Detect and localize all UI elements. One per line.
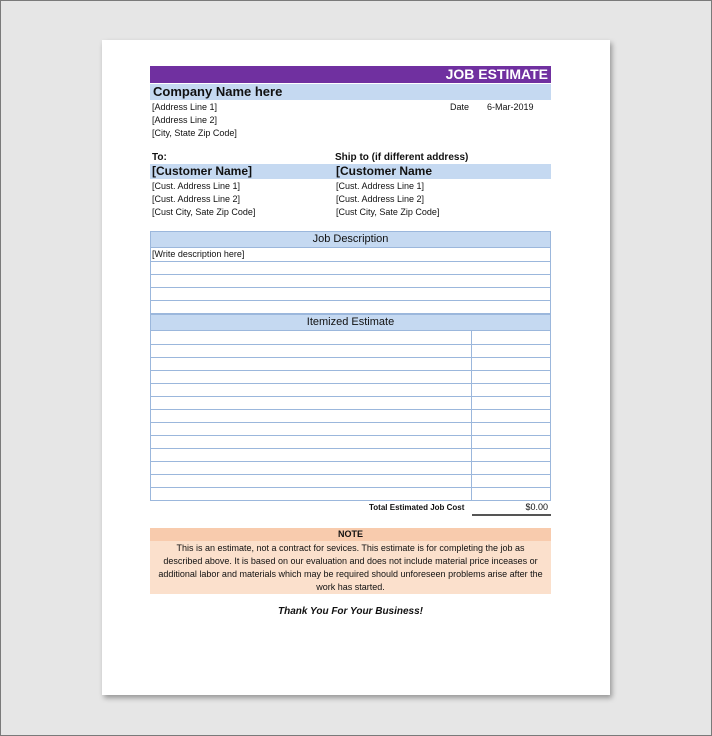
itemized-row-line <box>150 344 551 345</box>
job-description-title: Job Description <box>312 233 389 245</box>
itemized-row-line <box>150 487 551 488</box>
address-line-3: [City, State Zip Code] <box>152 128 237 138</box>
job-description-box <box>150 248 551 315</box>
itemized-row-line <box>150 448 551 449</box>
thank-you-message: Thank You For Your Business! <box>277 606 424 617</box>
ship-to-line-3: [Cust City, Sate Zip Code] <box>336 207 440 217</box>
date-value: 6-Mar-2019 <box>487 102 534 112</box>
itemized-row-line <box>150 461 551 462</box>
address-line-2: [Address Line 2] <box>152 115 218 125</box>
itemized-row-line <box>150 422 551 423</box>
date-label: Date <box>450 102 470 112</box>
note-body <box>150 541 551 594</box>
company-bar <box>150 84 551 100</box>
ship-to-line-2: [Cust. Address Line 2] <box>336 194 425 204</box>
note-text: This is an estimate, not a contract for sevices. This estimate is for completing the job as described above. It is based on our evaluation and does not include material price inceases or additional labor and materials which may be required should unforeseen problems arise after the work has started. <box>158 543 543 592</box>
ship-to-line-1: [Cust. Address Line 1] <box>336 181 425 191</box>
itemized-estimate-header <box>150 314 551 331</box>
total-value: $0.00 <box>525 502 548 512</box>
job-desc-row-line <box>150 300 551 301</box>
itemized-row-line <box>150 409 551 410</box>
document-page <box>102 40 610 695</box>
note-title: NOTE <box>337 529 363 539</box>
itemized-row-line <box>150 383 551 384</box>
bill-to-line-2: [Cust. Address Line 2] <box>152 194 241 204</box>
bill-to-customer-name: [Customer Name] <box>152 164 253 178</box>
note-header <box>150 528 551 541</box>
bill-to-line-3: [Cust City, Sate Zip Code] <box>152 207 256 217</box>
job-desc-row-line <box>150 261 551 262</box>
bill-to-line-1: [Cust. Address Line 1] <box>152 181 241 191</box>
document-title: JOB ESTIMATE <box>445 66 548 82</box>
job-description-placeholder[interactable]: [Write description here] <box>152 249 245 259</box>
itemized-row-line <box>150 370 551 371</box>
itemized-row-line <box>150 435 551 436</box>
total-label: Total Estimated Job Cost <box>369 503 465 512</box>
title-bar <box>150 66 551 83</box>
address-line-1: [Address Line 1] <box>152 102 218 112</box>
job-desc-row-line <box>150 287 551 288</box>
total-underline <box>472 514 551 516</box>
itemized-row-line <box>150 474 551 475</box>
to-label: To: <box>152 152 167 163</box>
ship-to-customer-name: [Customer Name <box>336 164 433 178</box>
itemized-row-line <box>150 396 551 397</box>
itemized-row-line <box>150 357 551 358</box>
job-description-header <box>150 231 551 248</box>
itemized-estimate-title: Itemized Estimate <box>306 316 395 328</box>
ship-to-label: Ship to (if different address) <box>335 152 469 163</box>
company-name: Company Name here <box>153 84 283 99</box>
job-desc-row-line <box>150 274 551 275</box>
